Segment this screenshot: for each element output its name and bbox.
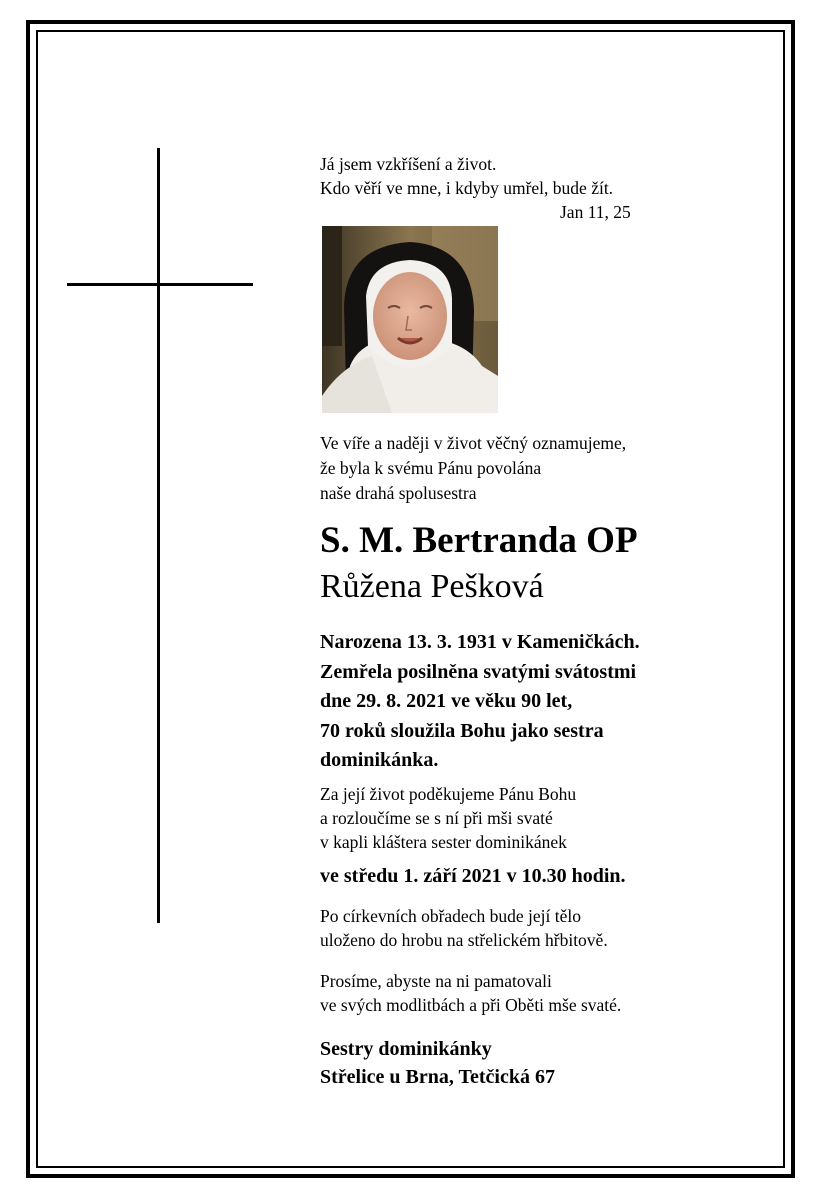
prayer-request [320, 969, 621, 1017]
biography-line-1: Narozena 13. 3. 1931 v Kameničkách. [320, 631, 640, 653]
verse-reference: Jan 11, 25 [560, 202, 631, 222]
biography-line-4: 70 roků sloužila Bohu jako sestra [320, 719, 604, 742]
cross-vertical-beam [157, 148, 160, 923]
burial-info [320, 904, 608, 952]
biography-line-2: Zemřela posilněna svatými svátostmi [320, 660, 637, 683]
biography-line-5: dominikánka. [320, 749, 439, 771]
announcement [320, 431, 760, 506]
signature [320, 1035, 555, 1091]
signature-line-1: Sestry dominikánky [320, 1038, 492, 1060]
announcement-line-3: naše drahá spolusestra [320, 483, 477, 503]
burial-line-2: uloženo do hrobu na střelickém hřbitově. [320, 930, 608, 950]
mass-info [320, 782, 576, 854]
religious-name: S. M. Bertranda OP [320, 520, 638, 561]
mass-line-2: a rozloučíme se s ní při mši svaté [320, 808, 553, 828]
verse-line-1: Já jsem vzkříšení a život. [320, 154, 497, 174]
mass-line-3: v kapli kláštera sester dominikánek [320, 832, 567, 852]
biography [320, 628, 640, 776]
civil-name: Růžena Pešková [320, 568, 544, 605]
burial-line-1: Po církevních obřadech bude její tělo [320, 906, 581, 926]
signature-line-2: Střelice u Brna, Tetčická 67 [320, 1066, 555, 1088]
funeral-datetime: ve středu 1. září 2021 v 10.30 hodin. [320, 865, 626, 887]
prayer-line-2: ve svých modlitbách a při Oběti mše svaté. [320, 995, 622, 1015]
portrait-image [322, 226, 498, 413]
announcement-line-1: Ve víře a naději v život věčný oznamujeme, [320, 433, 627, 453]
mass-line-1: Za její život poděkujeme Pánu Bohu [320, 784, 577, 804]
verse-line-2: Kdo věří ve mne, i kdyby umřel, bude žít. [320, 178, 614, 198]
cross-horizontal-beam [67, 283, 253, 286]
portrait-photo [322, 226, 498, 413]
prayer-line-1: Prosíme, abyste na ni pamatovali [320, 971, 552, 991]
bible-verse [320, 152, 760, 224]
biography-line-3: dne 29. 8. 2021 ve věku 90 let, [320, 690, 573, 712]
announcement-line-2: že byla k svému Pánu povolána [320, 458, 542, 478]
